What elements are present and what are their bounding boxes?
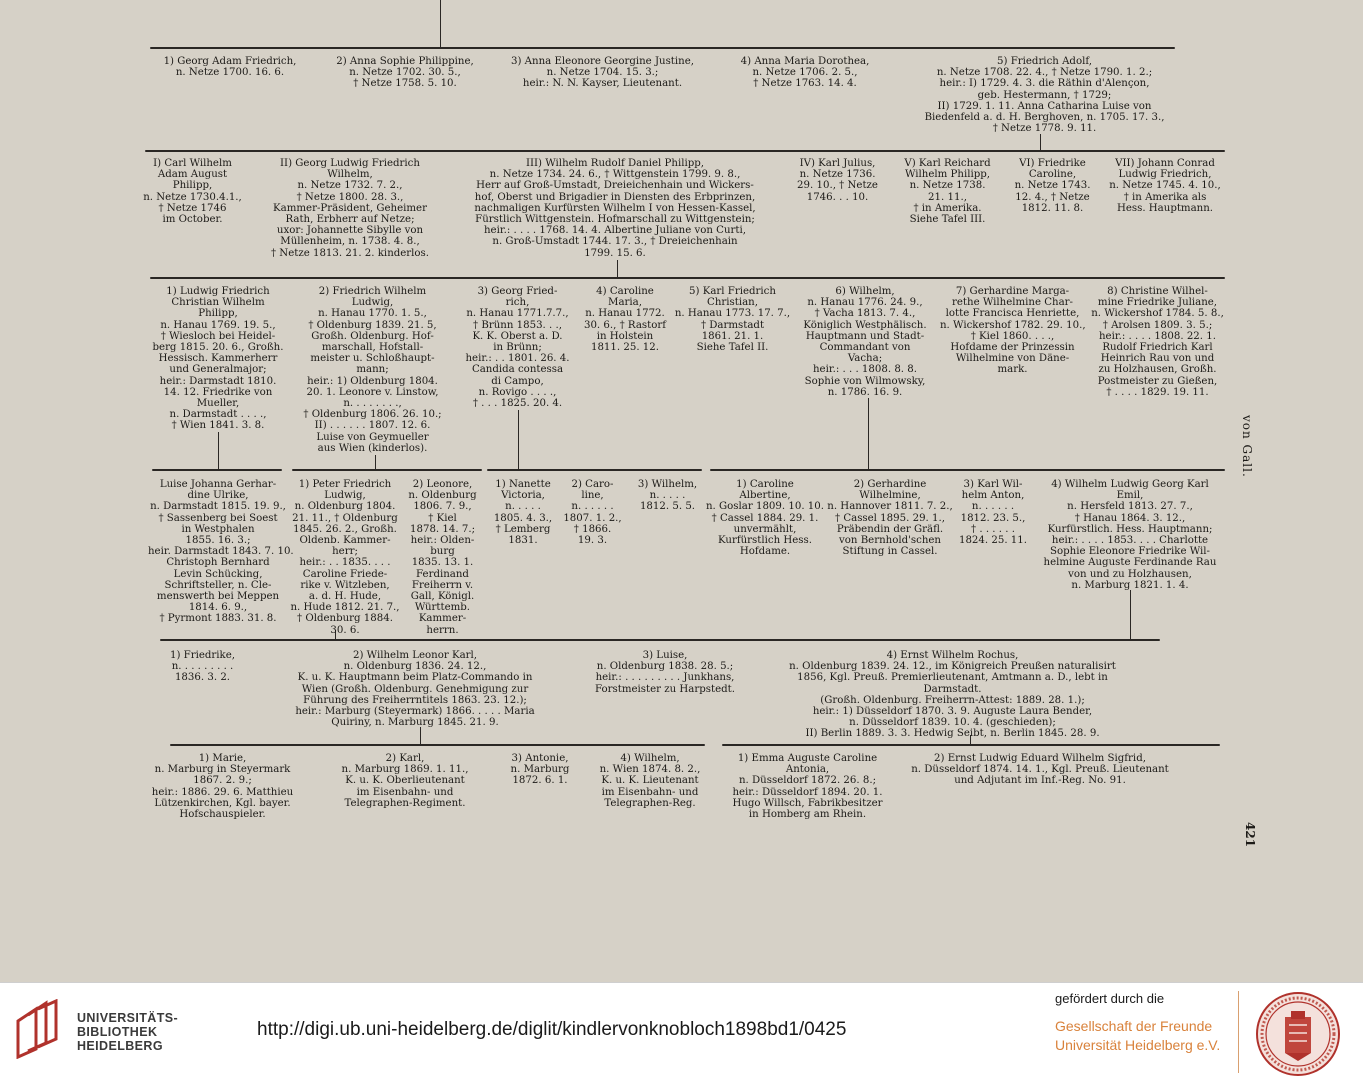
genealogy-entry: 1) Ludwig Friedrich Christian Wilhelm Philipp, n. Hanau 1769. 19. 5., † Wiesloch bei Heidel- berg 1815. 20. 6., Großh. Hessisch. Kammerherr und Generalmajor; heir.: Darmstadt 1810. 14. 12. Friedrike von Mueller, n. Darmstadt . . . ., † Wien 1841. 3. 8. [152,286,284,432]
library-logo-icon[interactable] [14,999,68,1059]
genealogy-entry: 5) Friedrich Adolf, n. Netze 1708. 22. 4., † Netze 1790. 1. 2.; heir.: I) 1729. 4. 3. die Räthin d'Alençon, geb. Hestermann, † 1729; II) 1729. 1. 11. Anna Catharina Luise von Biedenfeld a. d. H. Berghoven, n. 1705. 17. 3., † Netze 1778. 9. 11. [924,56,1165,135]
generation-bar [145,150,1225,152]
genealogy-entry: IV) Karl Julius, n. Netze 1736. 29. 10., † Netze 1746. . . 10. [797,158,878,203]
sibling-bar [487,469,702,471]
genealogy-entry: Luise Johanna Gerhar- dine Ulrike, n. Darmstadt 1815. 19. 9., † Sassenberg bei Soest in Westphalen 1855. 16. 3.; heir. Darmstadt 1843. 7. 10. Christoph Bernhard Levin Schücking, Schriftsteller, n. Cle- menswerth bei Meppen 1814. 6. 9., † Pyrmont 1883. 31. 8. [148,479,294,625]
genealogy-entry: VI) Friedrike Caroline, n. Netze 1743. 12. 4., † Netze 1812. 11. 8. [1014,158,1091,214]
genealogy-entry: 3) Luise, n. Oldenburg 1838. 28. 5.; heir.: . . . . . . . . . Junkhans, Forstmeister zu Harpstedt. [595,650,735,695]
connector-line [420,727,421,745]
university-seal-icon[interactable] [1255,991,1341,1077]
genealogy-entry: 4) Wilhelm, n. Wien 1874. 8. 2., K. u. K. Lieutenant im Eisenbahn- und Telegraphen-Reg. [599,753,701,809]
genealogy-entry: 2) Ernst Ludwig Eduard Wilhelm Sigfrid, n. Düsseldorf 1874. 14. 1., Kgl. Preuß. Lieutenant und Adjutant im Inf.-Reg. No. 91. [911,753,1169,787]
library-name[interactable]: UNIVERSITÄTS- BIBLIOTHEK HEIDELBERG [77,1011,179,1053]
genealogy-entry: 2) Wilhelm Leonor Karl, n. Oldenburg 1836. 24. 12., K. u. K. Hauptmann beim Platz-Commando in Wien (Großh. Oldenburg. Genehmigung zur Führung des Freiherrntitels 1863. 23. 12.); heir.: Marburg (Steyermark) 1866. . . . . Maria Quiriny, n. Marburg 1845. 21. 9. [295,650,535,729]
connector-line [440,0,441,48]
generation-bar [150,47,1175,49]
connector-line [218,432,219,470]
genealogy-entry: 2) Anna Sophie Philippine, n. Netze 1702. 30. 5., † Netze 1758. 5. 10. [336,56,474,90]
society-name[interactable]: Gesellschaft der Freunde Universität Heidelberg e.V. [1055,1018,1221,1053]
footer-bar [0,982,1363,1082]
genealogy-entry: 2) Gerhardine Wilhelmine, n. Hannover 1811. 7. 2., † Cassel 1895. 29. 1., Präbendin der Gräfl. von Bernhold'schen Stiftung in Cassel. [827,479,953,558]
genealogy-entry: 1) Peter Friedrich Ludwig, n. Oldenburg 1804. 21. 11., † Oldenburg 1845. 26. 2., Großh. Oldenb. Kammer- herr; heir.: . . 1835. . . . Caroline Friede- rike v. Witzleben, a. d. H. Hude, n. Hude 1812. 21. 7., † Oldenburg 1884. 30. 6. [290,479,400,636]
connector-line [617,260,618,278]
sibling-bar [160,639,1160,641]
connector-line [1130,590,1131,640]
genealogy-entry: I) Carl Wilhelm Adam August Philipp, n. Netze 1730.4.1., † Netze 1746 im October. [143,158,242,226]
divider [1238,991,1239,1073]
genealogy-entry: 1) Nanette Victoria, n. . . . . 1805. 4. 3., † Lemberg 1831. [493,479,553,547]
sibling-bar [292,469,482,471]
genealogy-entry: 2) Leonore, n. Oldenburg 1806. 7. 9., † Kiel 1878. 14. 7.; heir.: Olden- burg 1835. 13. 1. Ferdinand Freiherrn v. Gall, Königl. Württemb. Kammer- herrn. [408,479,477,636]
genealogy-entry: 2) Karl, n. Marburg 1869. 1. 11., K. u. K. Oberlieutenant im Eisenbahn- und Telegraphen-Regiment. [341,753,469,809]
genealogy-entry: V) Karl Reichard Wilhelm Philipp, n. Netze 1738. 21. 11., † in Amerika. Siehe Tafel III. [904,158,991,226]
genealogy-entry: 3) Georg Fried- rich, n. Hanau 1771.7.7., † Brünn 1853. . ., K. K. Oberst a. D. in Brünn; heir.: . . 1801. 26. 4. Candida contessa di Campo, n. Rovigo . . . ., † . . . 1825. 20. 4. [465,286,570,410]
genealogy-entry: 1) Caroline Albertine, n. Goslar 1809. 10. 10. † Cassel 1884. 29. 1. unvermählt, Kurfürstlich Hess. Hofdame. [705,479,825,558]
connector-line [1040,134,1041,151]
funded-by-label: gefördert durch die [1055,991,1165,1006]
genealogy-entry: III) Wilhelm Rudolf Daniel Philipp, n. Netze 1734. 24. 6., † Wittgenstein 1799. 9. 8., Herr auf Groß-Umstadt, Dreieichenhain und Wickers- hof, Oberst und Brigadier in Diensten des Erbprinzen, nachmaligen Kurfürsten Wilhelm I von Hessen-Kassel, Fürstlich Wittgenstein. Hofmarschall zu Wittgenstein; heir.: . . . . 1768. 14. 4. Albertine Juliane von Curti, n. Groß-Umstadt 1744. 17. 3., † Dreieichenhain 1799. 15. 6. [474,158,756,259]
genealogy-entry: 4) Caroline Maria, n. Hanau 1772. 30. 6., † Rastorf in Holstein 1811. 25. 12. [583,286,667,354]
genealogy-entry: 1) Friedrike, n. . . . . . . . . 1836. 3. 2. [169,650,235,684]
genealogy-entry: VII) Johann Conrad Ludwig Friedrich, n. Netze 1745. 4. 10., † in Amerika als Hess. Hauptmann. [1109,158,1221,214]
genealogy-entry: 6) Wilhelm, n. Hanau 1776. 24. 9., † Vacha 1813. 7. 4., Königlich Westphälisch. Hauptmann und Stadt- Commandant von Vacha; heir.: . . . 1808. 8. 8. Sophie von Wilmowsky, n. 1786. 16. 9. [803,286,927,398]
sibling-bar [710,469,1225,471]
genealogy-entry: II) Georg Ludwig Friedrich Wilhelm, n. Netze 1732. 7. 2., † Netze 1800. 28. 3., Kammer-Präsident, Geheimer Rath, Erbherr auf Netze; uxor: Johannette Sibylle von Müllenheim, n. 1738. 4. 8., † Netze 1813. 21. 2. kinderlos. [270,158,430,259]
genealogy-entry: 1) Marie, n. Marburg in Steyermark 1867. 2. 9.; heir.: 1886. 29. 6. Matthieu Lützenkirchen, Kgl. bayer. Hofschauspieler. [151,753,294,821]
sibling-bar [722,744,1220,746]
sibling-bar [170,744,705,746]
generation-bar [150,277,1225,279]
genealogy-entry: 5) Karl Friedrich Christian, n. Hanau 1773. 17. 7., † Darmstadt 1861. 21. 1. Siehe Tafel II. [674,286,791,354]
genealogy-entry: 2) Friedrich Wilhelm Ludwig, n. Hanau 1770. 1. 5., † Oldenburg 1839. 21. 5, Großh. Oldenburg. Hof- marschall, Hofstall- meister u. Schloßhaupt- mann; heir.: 1) Oldenburg 1804. 20. 1. Leonore v. Linstow, n. . . . . . . ., † Oldenburg 1806. 26. 10.; II) . . . . . . 1807. 12. 6. Luise von Geymueller aus Wien (kinderlos). [303,286,442,454]
genealogy-entry: 2) Caro- line, n. . . . . . 1807. 1. 2., † 1866. 19. 3. [563,479,622,547]
page-number: 421 [1243,822,1257,848]
connector-line [518,410,519,470]
genealogy-entry: 8) Christine Wilhel- mine Friedrike Juliane, n. Wickershof 1784. 5. 8., † Arolsen 1809. 3. 5.; heir.: . . . . 1808. 22. 1. Rudolf Friedrich Karl Heinrich Rau von und zu Holzhausen, Großh. Postmeister zu Gießen, † . . . . 1829. 19. 11. [1091,286,1224,398]
running-head: von Gall. [1240,415,1254,478]
genealogy-entry: 1) Georg Adam Friedrich, n. Netze 1700. 16. 6. [163,56,297,79]
genealogy-entry: 1) Emma Auguste Caroline Antonia, n. Düsseldorf 1872. 26. 8.; heir.: Düsseldorf 1894. 20. 1. Hugo Willsch, Fabrikbesitzer in Homberg am Rhein. [732,753,883,821]
genealogy-entry: 4) Anna Maria Dorothea, n. Netze 1706. 2. 5., † Netze 1763. 14. 4. [740,56,870,90]
genealogy-entry: 7) Gerhardine Marga- rethe Wilhelmine Char- lotte Francisca Henriette, n. Wickershof 1782. 29. 10., † Kiel 1860. . . ., Hofdame der Prinzessin Wilhelmine von Däne- mark. [940,286,1086,376]
genealogy-entry: 3) Anna Eleonore Georgine Justine, n. Netze 1704. 15. 3.; heir.: N. N. Kayser, Lieutenant. [510,56,694,90]
genealogy-entry: 3) Wilhelm, n. . . . . 1812. 5. 5. [637,479,698,513]
connector-line [375,455,376,470]
genealogy-entry: 3) Antonie, n. Marburg 1872. 6. 1. [510,753,570,787]
genealogy-entry: 3) Karl Wil- helm Anton, n. . . . . . 1812. 23. 5., † . . . . . . 1824. 25. 11. [958,479,1028,547]
genealogy-entry: 4) Ernst Wilhelm Rochus, n. Oldenburg 1839. 24. 12., im Königreich Preußen naturalisirt 1856, Kgl. Preuß. Premierlieutenant, Amtmann a. D., lebt in Darmstadt. (Großh. Oldenburg. Freiherrn-Attest: 1889. 28. 1.); heir.: 1) Düsseldorf 1870. 3. 9. Auguste Laura Bender, n. Düsseldorf 1839. 10. 4. (geschieden); II) Berlin 1889. 3. 3. Hedwig Seibt, n. Berlin 1845. 28. 9. [789,650,1116,740]
permalink-url[interactable]: http://digi.ub.uni-heidelberg.de/diglit/kindlervonknobloch1898bd1/0425 [257,1019,847,1040]
connector-line [868,398,869,470]
sibling-bar [152,469,282,471]
genealogy-entry: 4) Wilhelm Ludwig Georg Karl Emil, n. Hersfeld 1813. 27. 7., † Hanau 1864. 3. 12., Kurfürstlich. Hess. Hauptmann; heir.: . . . . 1853. . . . Charlotte Sophie Eleonore Friedrike Wil- helmine Auguste Ferdinande Rau von und zu Holzhausen, n. Marburg 1821. 1. 4. [1043,479,1217,591]
